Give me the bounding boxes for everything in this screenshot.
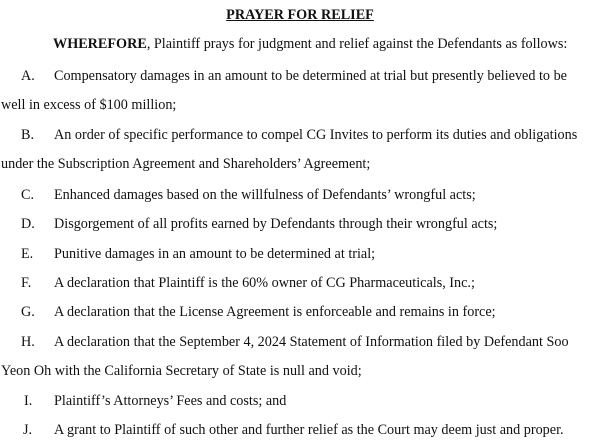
item-b-letter: B. (21, 127, 35, 143)
item-d-letter: D. (21, 216, 35, 232)
item-h-letter: H. (21, 334, 35, 350)
item-g-text: A declaration that the License Agreement is enforceable and remains in force; (54, 304, 496, 320)
item-b-text: An order of specific performance to compel CG Invites to perform its duties and obligations (54, 127, 578, 143)
item-a-text-continued: well in excess of $100 million; (1, 97, 177, 113)
intro-paragraph (53, 35, 567, 53)
item-d-text: Disgorgement of all profits earned by Defendants through their wrongful acts; (54, 216, 498, 232)
item-g-letter: G. (21, 304, 35, 320)
item-f-letter: F. (21, 275, 32, 291)
item-i-letter: I. (24, 393, 33, 409)
item-e-letter: E. (21, 246, 34, 262)
item-c-letter: C. (21, 187, 35, 203)
item-e-text: Punitive damages in an amount to be determined at trial; (54, 246, 376, 262)
section-heading: PRAYER FOR RELIEF (226, 7, 374, 23)
intro-text: , Plaintiff prays for judgment and relief against the Defendants as follows: (146, 36, 568, 52)
item-b-text-continued: under the Subscription Agreement and Shareholders’ Agreement; (1, 156, 371, 172)
item-f-text: A declaration that Plaintiff is the 60% owner of CG Pharmaceuticals, Inc.; (54, 275, 475, 291)
item-j-letter: J. (23, 422, 33, 438)
intro-lead-word: WHEREFORE (53, 36, 147, 52)
item-j-text: A grant to Plaintiff of such other and further relief as the Court may deem just and proper. (54, 422, 564, 438)
item-a-letter: A. (21, 68, 35, 84)
item-a-text: Compensatory damages in an amount to be determined at trial but presently believed to be (54, 68, 567, 84)
item-h-text-continued: Yeon Oh with the California Secretary of State is null and void; (1, 363, 362, 379)
item-c-text: Enhanced damages based on the willfulness of Defendants’ wrongful acts; (54, 187, 476, 203)
item-i-text: Plaintiff’s Attorneys’ Fees and costs; and (54, 393, 287, 409)
item-h-text: A declaration that the September 4, 2024 Statement of Information filed by Defendant Soo (54, 334, 569, 350)
